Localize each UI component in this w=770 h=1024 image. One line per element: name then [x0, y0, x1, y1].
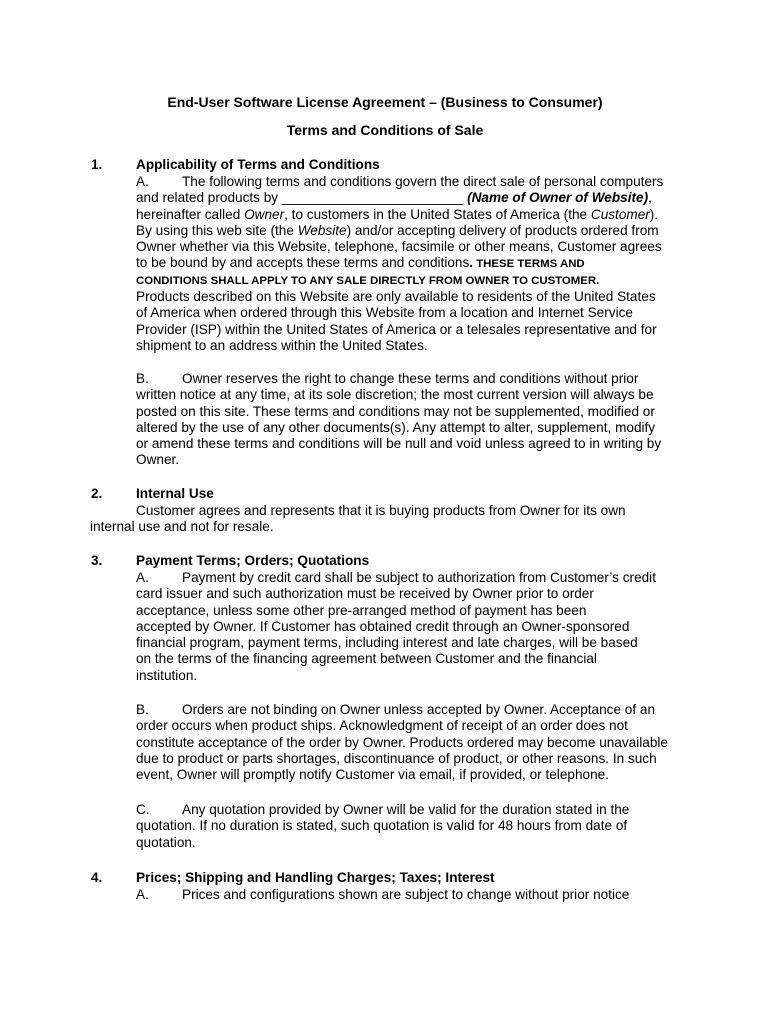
paragraph-2: Customer agrees and represents that it is buying products from Owner for its own	[136, 503, 626, 518]
section-heading: Internal Use	[136, 486, 214, 501]
item-letter: C.	[136, 802, 150, 817]
section-heading: Applicability of Terms and Conditions	[136, 157, 380, 172]
paragraph-3a: A. Payment by credit card shall be subject to authorization from Customer’s credit card issuer and such authorization must be received by Owner prior to order acceptance, unless some other pre-arranged method of payment has been accepted by Owner. If Customer has obtained credit through an Owner-sponsored financial program, payment terms, including interest and late charges, will be based on the terms of the financing agreement between Customer and the financial institution.	[136, 570, 656, 683]
paragraph-3c: C. Any quotation provided by Owner will be valid for the duration stated in the quotation. If no duration is stated, such quotation is valid for 48 hours from date of quotation.	[136, 802, 630, 850]
paragraph-3b: B. Orders are not binding on Owner unless accepted by Owner. Acceptance of an order occurs when product ships. Acknowledgment of receipt of an order does not constitute acceptance of the order by Owner. Products ordered may become unavailable due to product or parts shortages, discontinuance of product, or other reasons. In such event, Owner will promptly notify Customer via email, if provided, or telephone.	[136, 702, 668, 783]
item-letter: B.	[136, 371, 149, 386]
item-letter: A.	[136, 174, 149, 189]
paragraph-2-continued: internal use and not for resale.	[90, 519, 274, 534]
section-heading: Payment Terms; Orders; Quotations	[136, 553, 370, 568]
item-letter: A.	[136, 887, 149, 902]
section-number: 4.	[91, 870, 103, 885]
section-number: 1.	[91, 157, 103, 172]
section-heading: Prices; Shipping and Handling Charges; Taxes; Interest	[136, 870, 495, 885]
paragraph-4a: A. Prices and configurations shown are subject to change without prior notice	[136, 887, 630, 902]
item-letter: B.	[136, 702, 149, 717]
document-subtitle: Terms and Conditions of Sale	[286, 122, 484, 138]
paragraph-1b: B. Owner reserves the right to change these terms and conditions without prior written notice at any time, at its sole discretion; the most current version will always be posted on this site. These terms and conditions may not be supplemented, modified or altered by the use of any other documents(s). Any attempt to alter, supplement, modify or amend these terms and conditions will be null and void unless agreed to in writing by Owner.	[136, 371, 662, 468]
owner-name-placeholder: (Name of Owner of Website)	[467, 190, 649, 206]
document-title: End-User Software License Agreement – (Business to Consumer)	[167, 94, 603, 110]
item-letter: A.	[136, 570, 149, 585]
paragraph-1a: A. The following terms and conditions govern the direct sale of personal computers and related products by ________________________ (Name of Owner of Website), hereinafter called Owner, to customers in the United States of America (the Customer). By using this web site (the Website) and/or accepting delivery of products ordered from Owner whether via this Website, telephone, facsimile or other means, Customer agrees to be bound by and accepts these terms and conditions. THESE TERMS AND CONDITIONS SHALL APPLY TO ANY SALE DIRECTLY FROM OWNER TO CUSTOMER. Products described on this Website are only available to residents of the United States of America when ordered through this Website from a location and Internet Service Provider (ISP) within the United States of America or a telesales representative and for shipment to an address within the United States.	[136, 174, 664, 353]
section-number: 3.	[91, 553, 103, 568]
section-number: 2.	[91, 486, 103, 501]
